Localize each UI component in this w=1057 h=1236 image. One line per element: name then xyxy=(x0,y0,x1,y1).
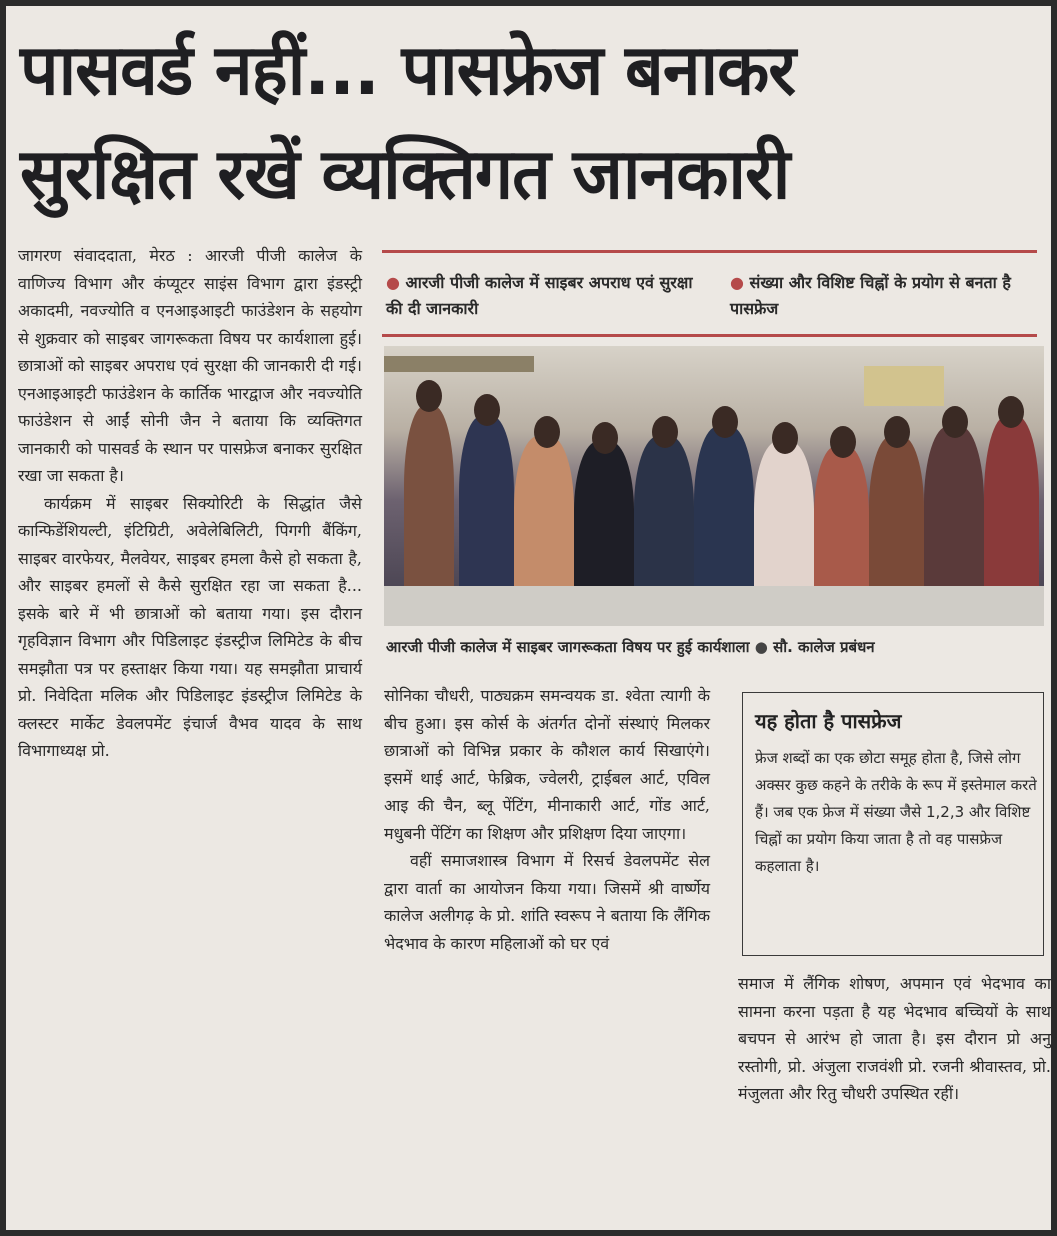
highlight-1 xyxy=(386,270,706,322)
passphrase-info-box xyxy=(742,692,1044,956)
article-paragraph: वहीं समाजशास्त्र विभाग में रिसर्च डेवलपमेंट सेल द्वारा वार्ता का आयोजन किया गया। जिसमें श्री वार्ष्णेय कालेज अलीगढ़ के प्रो. शांति स्वरूप ने बताया कि लैंगिक भेदभाव के कारण महिलाओं को घर एवं xyxy=(384,851,710,953)
headline-line-1: पासवर्ड नहीं... पासफ्रेज बनाकर xyxy=(20,29,796,111)
article-right-column xyxy=(738,970,1051,1108)
box-body: फ्रेज शब्दों का एक छोटा समूह होता है, जिसे लोग अक्सर कुछ कहने के तरीके के रूप में इस्तेमाल करते हैं। जब एक फ्रेज में संख्या जैसे 1,2,3 और विशिष्ट चिह्नों का प्रयोग किया जाता है तो वह पासफ्रेज कहलाता है। xyxy=(755,749,1037,875)
highlight-1-text: आरजी पीजी कालेज में साइबर अपराध एवं सुरक्षा की दी जानकारी xyxy=(386,273,693,318)
bullet-icon: ● xyxy=(386,273,406,292)
photo-caption-text: आरजी पीजी कालेज में साइबर जागरूकता विषय पर हुई कार्यशाला xyxy=(386,638,750,656)
bullet-icon: ● xyxy=(730,273,750,292)
highlight-top-rule xyxy=(382,250,1037,253)
newspaper-clipping xyxy=(6,6,1051,1230)
photo-caption xyxy=(386,636,1046,658)
headline-line-2: सुरक्षित रखें व्यक्तिगत जानकारी xyxy=(20,133,790,215)
group-photo xyxy=(384,346,1044,626)
article-middle-column xyxy=(384,682,710,957)
photo-table xyxy=(384,586,1044,626)
article-paragraph: जागरण संवाददाता, मेरठ : आरजी पीजी कालेज के वाणिज्य विभाग और कंप्यूटर साइंस विभाग द्वारा इंडस्ट्री अकादमी, नवज्योति व एनआइआइटी फाउंडेशन के सहयोग से शुक्रवार को साइबर जागरूकता विषय पर कार्यशाला हुई। छात्राओं को साइबर अपराध एवं सुरक्षा की जानकारी दी गई। एनआइआइटी फाउंडेशन के कार्तिक भारद्वाज और नवज्योति फाउंडेशन से आईं सोनी जैन ने बताया कि व्यक्तिगत जानकारी को पासवर्ड के स्थान पर पासफ्रेज बनाकर सुरक्षित रखा जा सकता है। xyxy=(18,246,362,485)
box-title: यह होता है पासफ्रेज xyxy=(755,709,902,733)
photo-credit: सौ. कालेज प्रबंधन xyxy=(773,638,875,656)
highlight-2-text: संख्या और विशिष्ट चिह्नों के प्रयोग से बनता है पासफ्रेज xyxy=(730,273,1011,318)
article-paragraph: सोनिका चौधरी, पाठ्यक्रम समन्वयक डा. श्वेता त्यागी के बीच हुआ। इस कोर्स के अंतर्गत दोनों संस्थाएं मिलकर छात्राओं को विभिन्न प्रकार के कौशल कार्य सिखाएंगे। इसमें थाई आर्ट, फेब्रिक, ज्वेलरी, ट्राईबल आर्ट, एविल आइ की चैन, ब्लू पेंटिंग, मीनाकारी आर्ट, गोंड आर्ट, मधुबनी पेंटिंग का शिक्षण और प्रशिक्षण दिया जाएगा। xyxy=(384,686,710,843)
highlight-bottom-rule xyxy=(382,334,1037,337)
highlight-2 xyxy=(730,270,1046,322)
article-left-column xyxy=(18,242,362,765)
bullet-icon: ● xyxy=(754,638,774,656)
photo-sign xyxy=(864,366,944,406)
article-paragraph: समाज में लैंगिक शोषण, अपमान एवं भेदभाव का सामना करना पड़ता है यह भेदभाव बच्चियों के साथ बचपन से आरंभ हो जाता है। इस दौरान प्रो अनु रस्तोगी, प्रो. अंजुला राजवंशी प्रो. रजनी श्रीवास्तव, प्रो. मंजुलता और रितु चौधरी उपस्थित रहीं। xyxy=(738,974,1051,1103)
article-paragraph: कार्यक्रम में साइबर सिक्योरिटी के सिद्धांत जैसे कान्फिडेंशियल्टी, इंटिग्रिटी, अवेलेबिलिटी, पिगगी बैंकिंग, साइबर वारफेयर, मैलवेयर, साइबर हमला कैसे हो सकता है, और साइबर हमलों से कैसे सुरक्षित रहा जा सकता है... इसके बारे में भी छात्राओं को बताया गया। इस दौरान गृहविज्ञान विभाग और पिडिलाइट इंडस्ट्रीज लिमिटेड के बीच समझौता पत्र पर हस्ताक्षर किया गया। यह समझौता प्राचार्य प्रो. निवेदिता मलिक और पिडिलाइट इंडस्ट्रीज लिमिटेड के क्लस्टर मार्केट डेवलपमेंट इंचार्ज वैभव यादव के साथ विभागाध्यक्ष प्रो. xyxy=(18,493,362,760)
photo-banner xyxy=(384,356,534,372)
